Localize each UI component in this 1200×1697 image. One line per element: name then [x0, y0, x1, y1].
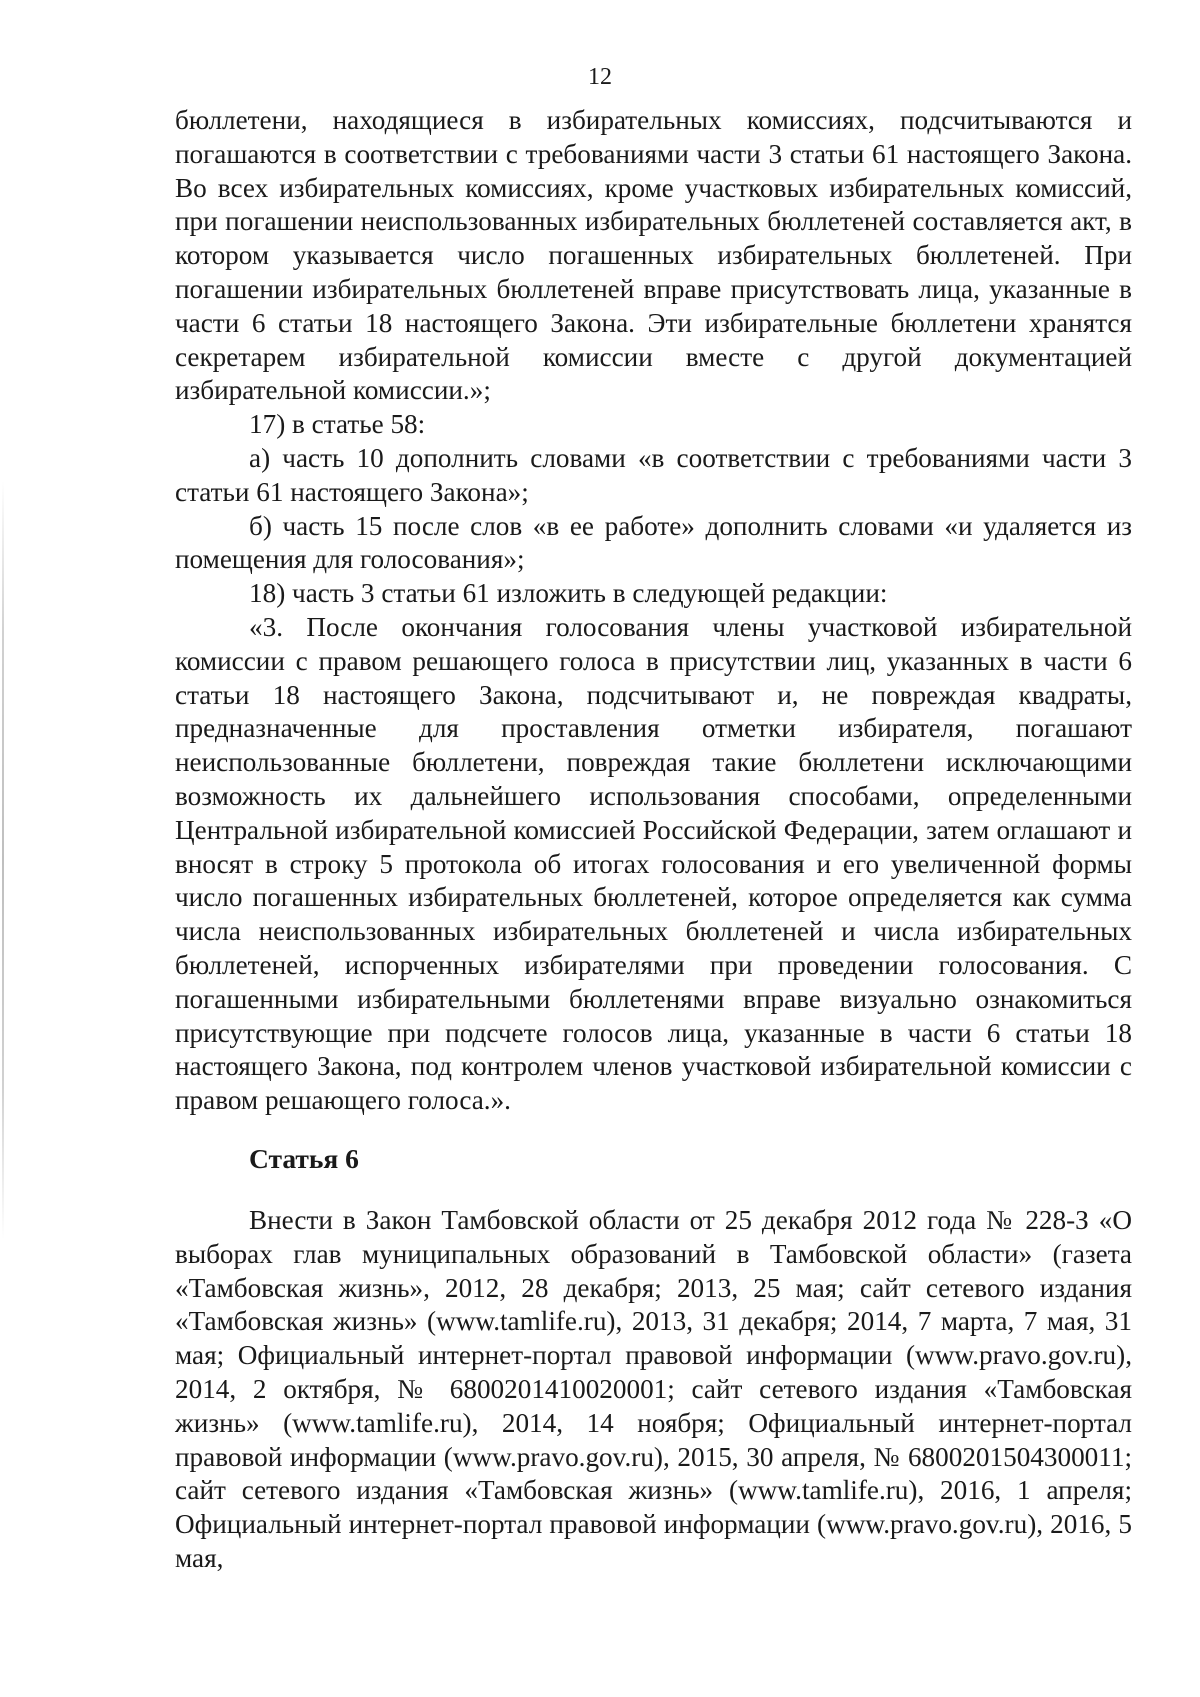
- item-17: 17) в статье 58:: [249, 409, 426, 440]
- article-body: [175, 1204, 1132, 1576]
- article-paragraph: Внести в Закон Тамбовской области от 25 декабря 2012 года № 228-З «О выборах глав муниципальных образований в Тамбовской области» (газета «Тамбовская жизнь», 2012, 28 декабря; 2013, 25 мая; сайт сетевого издания «Тамбовская жизнь» (www.tamlife.ru), 2013, 31 декабря; 2014, 7 марта, 7 мая, 31 мая; Официальный интернет-портал правовой информации (www.pravo.gov.ru), 2014, 2 октября, № 6800201410020001; сайт сетевого издания «Тамбовская жизнь» (www.tamlife.ru), 2014, 14 ноября; Официальный интернет-портал правовой информации (www.pravo.gov.ru), 2015, 30 апреля, № 6800201504300011; сайт сетевого издания «Тамбовская жизнь» (www.tamlife.ru), 2016, 1 апреля; Официальный интернет-портал правовой информации (www.pravo.gov.ru), 2016, 5 мая,: [175, 1205, 1132, 1573]
- paragraph-continuation: бюллетени, находящиеся в избирательных комиссиях, подсчитываются и погашаются в соответствии с требованиями части 3 статьи 61 настоящего Закона. Во всех избирательных комиссиях, кроме участковых избирательных комиссий, при погашении неиспользованных избирательных бюллетеней составляется акт, в котором указывается число погашенных избирательных бюллетеней. При погашении избирательных бюллетеней вправе присутствовать лица, указанные в части 6 статьи 18 настоящего Закона. Эти избирательные бюллетени хранятся секретарем избирательной комиссии вместе с другой документацией избирательной комиссии.»;: [175, 105, 1132, 406]
- item-17-b: б) часть 15 после слов «в ее работе» дополнить словами «и удаляется из помещения для голосования»;: [175, 510, 1132, 575]
- page-number: 12: [588, 64, 612, 90]
- item-18: 18) часть 3 статьи 61 изложить в следующей редакции:: [249, 578, 888, 609]
- item-18-quote: «3. После окончания голосования члены участковой избирательной комиссии с правом решающего голоса в присутствии лиц, указанных в части 6 статьи 18 настоящего Закона, подсчитывают и, не повреждая квадраты, предназначенные для проставления отметки избирателя, погашают неиспользованные бюллетени, повреждая такие бюллетени исключающими возможность их дальнейшего использования способами, определенными Центральной избирательной комиссией Российской Федерации, затем оглашают и вносят в строку 5 протокола об итогах голосования и его увеличенной формы число погашенных избирательных бюллетеней, которое определяется как сумма числа неиспользованных избирательных бюллетеней и числа избирательных бюллетеней, испорченных избирателями при проведении голосования. С погашенными избирательными бюллетенями вправе визуально ознакомиться присутствующие при подсчете голосов лица, указанные в части 6 статьи 18 настоящего Закона, под контролем членов участковой избирательной комиссии с правом решающего голоса.».: [175, 611, 1132, 1116]
- article-heading: Статья 6: [249, 1143, 359, 1174]
- body-text: [175, 104, 1132, 1118]
- scan-edge-shadow: [2, 480, 4, 1240]
- item-17-a: а) часть 10 дополнить словами «в соответствии с требованиями части 3 статьи 61 настоящего Закона»;: [175, 442, 1132, 507]
